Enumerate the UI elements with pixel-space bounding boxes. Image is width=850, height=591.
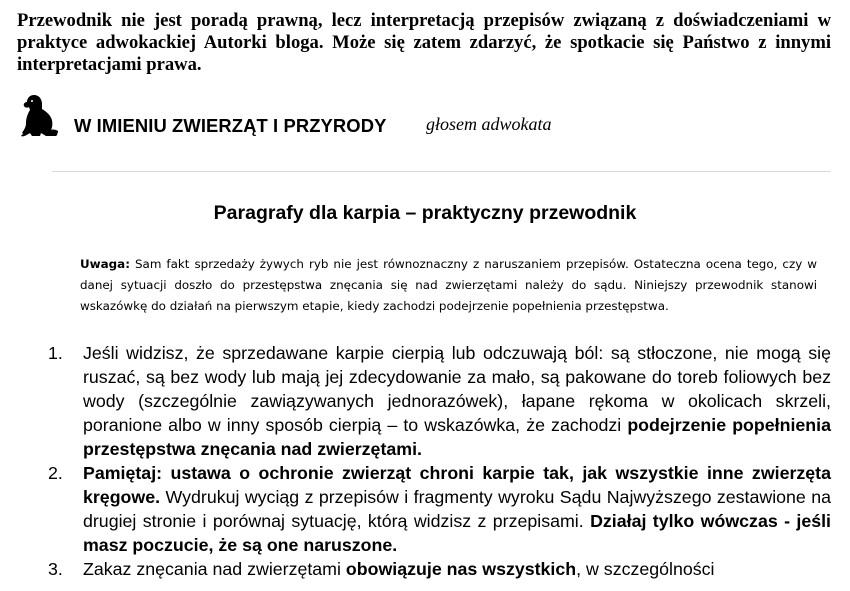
list-item-text <box>83 343 831 459</box>
disclaimer-text: Przewodnik nie jest poradą prawną, lecz interpretacją przepisów związaną z doświadczeniami w praktyce adwokackiej Autorki bloga. Może się zatem zdarzyć, że spotkacie się Państwo z innymi interpretacjami prawa. <box>17 10 831 75</box>
note-label: Uwaga: <box>80 257 130 271</box>
divider <box>52 171 831 172</box>
list-item-number: 1. <box>48 343 63 363</box>
brand-subtitle: głosem adwokata <box>426 114 552 134</box>
brand-title: W IMIENIU ZWIERZĄT I PRZYRODY <box>74 115 387 136</box>
note-text: Sam fakt sprzedaży żywych ryb nie jest równoznaczny z naruszaniem przepisów. Ostateczna ocena tego, czy w danej sytuacji doszło do przestępstwa znęcania się nad zwierzętami należy do sądu. Niniejszy przewodnik stanowi wskazówkę do działań na pierwszym etapie, kiedy zachodzi podejrzenie popełnienia przestępstwa. <box>80 257 817 313</box>
sitting-dog-icon <box>20 93 60 139</box>
text-run-bold: Pamiętaj: ustawa o ochronie zwierząt chroni karpie tak, jak wszystkie inne zwierzęta kręgowe. <box>83 463 831 507</box>
text-run: , w szczególności <box>576 559 715 579</box>
list-item-number: 3. <box>48 559 63 579</box>
note-paragraph <box>80 254 817 317</box>
list-item-text <box>83 559 715 579</box>
list-item <box>0 341 831 461</box>
steps-list <box>0 341 850 581</box>
list-item-number: 2. <box>48 463 63 483</box>
text-run: Jeśli widzisz, że sprzedawane karpie cierpią lub odczuwają ból: są stłoczone, nie mogą się ruszać, są bez wody lub mają jej zdecydowanie za mało, są pakowane do toreb foliowych bez wody (szczególnie zawiązywanych jednorazówek), łapane rękoma w okolicach skrzeli, poranione albo w inny sposób cierpią – to wskazówka, że zachodzi <box>83 343 831 435</box>
list-item <box>0 557 831 581</box>
text-run-bold: Działaj tylko wówczas - jeśli masz poczucie, że są one naruszone. <box>83 511 832 555</box>
blog-brand <box>20 93 640 141</box>
list-item-text <box>83 463 831 555</box>
text-run-bold: obowiązuje nas wszystkich <box>345 559 577 579</box>
text-run-bold: podejrzenie popełnienia przestępstwa znęcania nad zwierzętami. <box>83 415 831 459</box>
text-run: Wydrukuj wyciąg z przepisów i fragmenty wyroku Sądu Najwyższego zestawione na drugiej stronie i porównaj sytuację, którą widzisz z przepisami. <box>83 487 831 531</box>
page-title: Paragrafy dla karpia – praktyczny przewodnik <box>213 202 637 224</box>
text-run: Zakaz znęcania nad zwierzętami <box>83 559 346 579</box>
list-item <box>0 461 831 557</box>
